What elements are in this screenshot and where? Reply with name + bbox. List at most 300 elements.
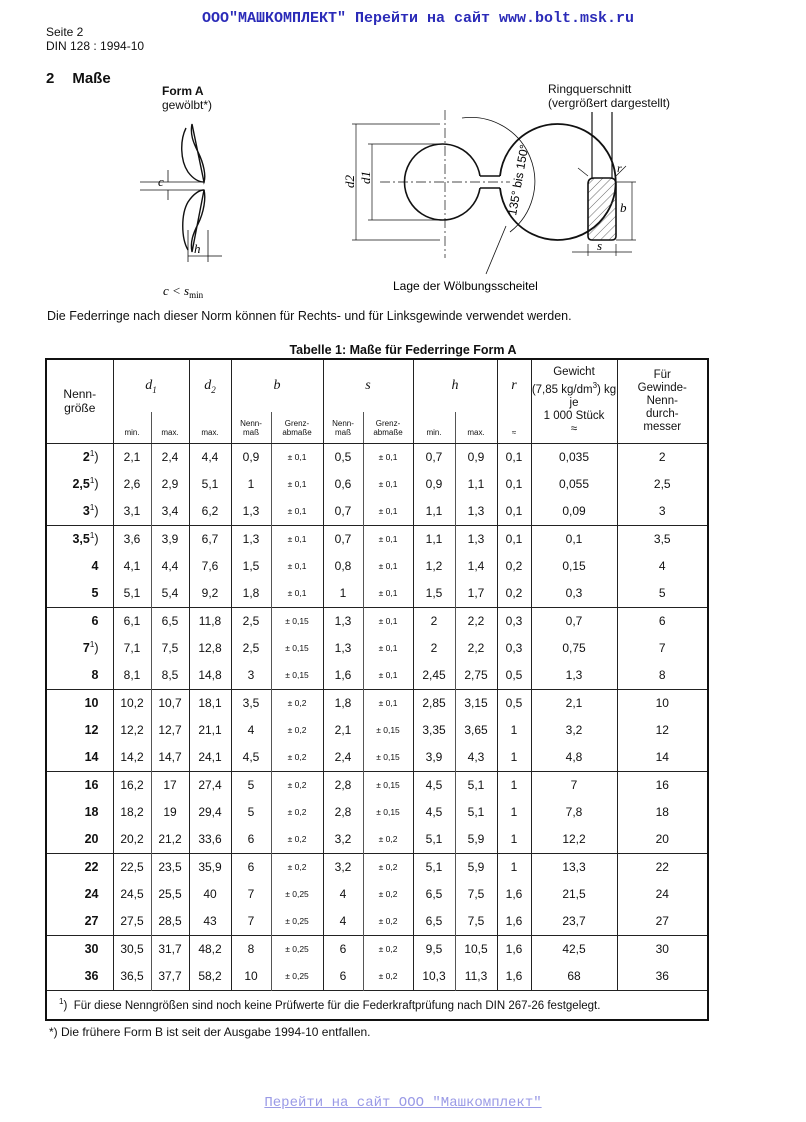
header-nenn: Nenn- größe <box>47 360 113 443</box>
cell-h-min: 9,5 <box>413 935 455 963</box>
table-row <box>47 908 707 936</box>
cell-r: 1 <box>497 744 531 772</box>
cell-b-tol: ± 0,2 <box>271 744 323 772</box>
cell-thread-diameter: 3 <box>617 498 707 526</box>
cell-s: 2,8 <box>323 799 363 826</box>
cell-b-tol: ± 0,1 <box>271 498 323 526</box>
table-row <box>47 935 707 963</box>
cell-weight: 0,035 <box>531 443 617 471</box>
intro-text: Die Federringe nach dieser Norm können für Rechts- und für Linksgewinde verwendet werden. <box>47 309 572 323</box>
cell-d2-max: 24,1 <box>189 744 231 772</box>
table-row <box>47 580 707 608</box>
footnote-marker: 1 <box>89 476 95 486</box>
cell-b-tol: ± 0,2 <box>271 689 323 717</box>
cell-d1-min: 3,1 <box>113 498 151 526</box>
cell-thread-diameter: 16 <box>617 771 707 799</box>
dimensions-table <box>47 360 707 1019</box>
table-row <box>47 525 707 553</box>
cell-weight: 12,2 <box>531 826 617 854</box>
header-gewicht-1: Gewicht <box>553 366 595 379</box>
header-b-grenz: Grenz- abmaße <box>271 412 323 443</box>
label-d1: d1 <box>358 171 373 184</box>
cell-s-tol: ± 0,1 <box>363 471 413 498</box>
cell-r: 1,6 <box>497 908 531 936</box>
header-h: h <box>413 360 497 412</box>
cell-nenngroesse <box>47 963 113 991</box>
side-view <box>140 124 222 262</box>
nenngroesse-value: 27 <box>84 914 99 928</box>
cell-r: 0,5 <box>497 689 531 717</box>
cell-h-max: 7,5 <box>455 881 497 908</box>
cell-h-max: 0,9 <box>455 443 497 471</box>
table-row <box>47 498 707 526</box>
cell-r: 1,6 <box>497 963 531 991</box>
cell-d2-max: 18,1 <box>189 689 231 717</box>
cell-weight: 4,8 <box>531 744 617 772</box>
page-number: Seite 2 <box>46 25 84 39</box>
angle-label: 135° bis 150° <box>505 143 532 217</box>
cell-s: 2,4 <box>323 744 363 772</box>
table-row <box>47 635 707 662</box>
cell-thread-diameter: 14 <box>617 744 707 772</box>
cell-thread-diameter: 5 <box>617 580 707 608</box>
site-link[interactable]: ООО"МАШКОМПЛЕКТ" Перейти на сайт www.bolt.msk.ru <box>201 10 635 27</box>
header-s-grenz: Grenz- abmaße <box>363 412 413 443</box>
cell-h-max: 3,15 <box>455 689 497 717</box>
cell-s: 4 <box>323 881 363 908</box>
cell-s-tol: ± 0,15 <box>363 744 413 772</box>
cell-d2-max: 58,2 <box>189 963 231 991</box>
cell-h-max: 5,9 <box>455 826 497 854</box>
cell-d1-min: 16,2 <box>113 771 151 799</box>
cell-d1-max: 7,5 <box>151 635 189 662</box>
nenngroesse-value: 30 <box>84 942 99 956</box>
cell-b-tol: ± 0,2 <box>271 853 323 881</box>
cell-thread-diameter: 2,5 <box>617 471 707 498</box>
cell-d1-max: 3,4 <box>151 498 189 526</box>
cell-s-tol: ± 0,1 <box>363 689 413 717</box>
cell-s: 6 <box>323 935 363 963</box>
footnote-marker: 1 <box>89 640 95 650</box>
cell-thread-diameter: 7 <box>617 635 707 662</box>
cell-b-tol: ± 0,2 <box>271 826 323 854</box>
table-footnote-paren: ) <box>63 999 68 1012</box>
cell-nenngroesse <box>47 662 113 690</box>
cell-s: 1,6 <box>323 662 363 690</box>
cell-b: 1,3 <box>231 525 271 553</box>
cell-h-min: 0,7 <box>413 443 455 471</box>
cell-b: 5 <box>231 771 271 799</box>
cell-d1-max: 3,9 <box>151 525 189 553</box>
cell-d1-min: 24,5 <box>113 881 151 908</box>
cell-d1-min: 5,1 <box>113 580 151 608</box>
cell-nenngroesse <box>47 744 113 772</box>
cell-d2-max: 12,8 <box>189 635 231 662</box>
cell-d1-max: 6,5 <box>151 607 189 635</box>
cell-thread-diameter: 2 <box>617 443 707 471</box>
cell-thread-diameter: 4 <box>617 553 707 580</box>
cell-nenngroesse <box>47 799 113 826</box>
table-row <box>47 744 707 772</box>
cell-h-max: 5,9 <box>455 853 497 881</box>
header-gewicht <box>531 360 617 443</box>
nenngroesse-value: 5 <box>91 586 99 600</box>
cell-thread-diameter: 24 <box>617 881 707 908</box>
cell-b: 4,5 <box>231 744 271 772</box>
cell-s: 0,8 <box>323 553 363 580</box>
footnote-marker-paren: ) <box>94 450 99 465</box>
bottom-site-link[interactable]: Перейти на сайт ООО "Машкомплект" <box>264 1095 542 1111</box>
cell-weight: 23,7 <box>531 908 617 936</box>
footnote-marker-paren: ) <box>94 504 99 519</box>
cell-nenngroesse <box>47 471 113 498</box>
cell-d1-min: 2,1 <box>113 443 151 471</box>
cell-b-tol: ± 0,2 <box>271 771 323 799</box>
cell-d1-max: 2,4 <box>151 443 189 471</box>
cell-d1-min: 6,1 <box>113 607 151 635</box>
footnote-marker-paren: ) <box>94 532 99 547</box>
cell-d1-max: 37,7 <box>151 963 189 991</box>
table-row <box>47 607 707 635</box>
cell-h-max: 10,5 <box>455 935 497 963</box>
cell-r: 1,6 <box>497 881 531 908</box>
nenngroesse-value: 18 <box>84 805 99 819</box>
cell-nenngroesse <box>47 908 113 936</box>
cell-s: 1,8 <box>323 689 363 717</box>
cell-b: 5 <box>231 799 271 826</box>
nenngroesse-value: 14 <box>84 750 99 764</box>
table-body <box>47 443 707 990</box>
cell-r: 1 <box>497 853 531 881</box>
nenngroesse-value: 4 <box>91 559 99 573</box>
cell-weight: 7 <box>531 771 617 799</box>
cell-weight: 68 <box>531 963 617 991</box>
cell-d1-min: 36,5 <box>113 963 151 991</box>
cell-d2-max: 27,4 <box>189 771 231 799</box>
cell-s: 2,1 <box>323 717 363 744</box>
cell-thread-diameter: 3,5 <box>617 525 707 553</box>
cell-s: 3,2 <box>323 826 363 854</box>
cell-d2-max: 6,7 <box>189 525 231 553</box>
cell-d1-max: 14,7 <box>151 744 189 772</box>
cell-h-max: 1,3 <box>455 525 497 553</box>
header-d1-min: min. <box>113 412 151 443</box>
cell-b-tol: ± 0,15 <box>271 635 323 662</box>
cell-s: 1 <box>323 580 363 608</box>
cell-r: 0,1 <box>497 471 531 498</box>
cell-nenngroesse <box>47 826 113 854</box>
footnote-form-b: *) Die frühere Form B ist seit der Ausgabe 1994-10 entfallen. <box>49 1025 371 1039</box>
cell-s: 1,3 <box>323 635 363 662</box>
condition-formula <box>163 283 204 300</box>
cell-b: 2,5 <box>231 607 271 635</box>
cell-d1-max: 12,7 <box>151 717 189 744</box>
cell-nenngroesse <box>47 717 113 744</box>
nenngroesse-value: 22 <box>84 860 99 874</box>
nenngroesse-value: 10 <box>84 696 99 710</box>
cell-d1-max: 5,4 <box>151 580 189 608</box>
cell-s-tol: ± 0,1 <box>363 525 413 553</box>
cell-b-tol: ± 0,2 <box>271 717 323 744</box>
cell-b: 2,5 <box>231 635 271 662</box>
cell-b: 3 <box>231 662 271 690</box>
nenngroesse-value: 24 <box>84 887 99 901</box>
cell-h-max: 2,2 <box>455 607 497 635</box>
cell-s-tol: ± 0,1 <box>363 443 413 471</box>
header-h-min: min. <box>413 412 455 443</box>
header-d1-max: max. <box>151 412 189 443</box>
cell-s: 0,5 <box>323 443 363 471</box>
cell-s-tol: ± 0,15 <box>363 717 413 744</box>
nenngroesse-value: 3,5 <box>72 532 90 547</box>
cell-thread-diameter: 10 <box>617 689 707 717</box>
header-d2 <box>189 360 231 412</box>
table-footnote-text: Für diese Nenngrößen sind noch keine Prüfwerte für die Federkraftprüfung nach DIN 267-26 festgelegt. <box>73 999 601 1012</box>
cell-d1-min: 22,5 <box>113 853 151 881</box>
cell-r: 1 <box>497 771 531 799</box>
table-row <box>47 443 707 471</box>
nenngroesse-value: 2,5 <box>72 477 90 492</box>
cell-b-tol: ± 0,15 <box>271 607 323 635</box>
cell-b: 6 <box>231 826 271 854</box>
table-footnote-mark: 1 <box>59 997 64 1007</box>
cell-b-tol: ± 0,1 <box>271 471 323 498</box>
cell-d1-min: 30,5 <box>113 935 151 963</box>
cell-h-min: 10,3 <box>413 963 455 991</box>
cell-weight: 7,8 <box>531 799 617 826</box>
cell-weight: 3,2 <box>531 717 617 744</box>
cell-h-max: 1,4 <box>455 553 497 580</box>
form-label: Form A <box>162 84 204 98</box>
header-gewicht-4: 1 000 Stück <box>543 410 605 423</box>
cell-h-min: 3,9 <box>413 744 455 772</box>
nenngroesse-value: 36 <box>84 969 99 983</box>
cell-d1-max: 17 <box>151 771 189 799</box>
cell-thread-diameter: 27 <box>617 908 707 936</box>
table-row <box>47 853 707 881</box>
cell-weight: 13,3 <box>531 853 617 881</box>
cell-d2-max: 35,9 <box>189 853 231 881</box>
header-gewicht-approx: ≈ <box>570 423 578 436</box>
cell-d1-min: 3,6 <box>113 525 151 553</box>
header-gewicht-2: (7,85 kg/dm <box>531 384 593 397</box>
header-d1-symbol: d <box>145 377 153 393</box>
cell-s-tol: ± 0,15 <box>363 799 413 826</box>
cell-s: 1,3 <box>323 607 363 635</box>
footnote-marker: 1 <box>89 503 95 513</box>
cell-r: 1 <box>497 826 531 854</box>
cell-b: 7 <box>231 908 271 936</box>
nenngroesse-value: 20 <box>84 832 99 846</box>
header-b: b <box>231 360 323 412</box>
cell-s: 3,2 <box>323 853 363 881</box>
cell-d2-max: 48,2 <box>189 935 231 963</box>
cell-s-tol: ± 0,1 <box>363 553 413 580</box>
cell-d1-max: 19 <box>151 799 189 826</box>
cell-weight: 42,5 <box>531 935 617 963</box>
section-title: Maße <box>72 70 111 87</box>
cell-thread-diameter: 22 <box>617 853 707 881</box>
footnote-marker: 1 <box>89 531 95 541</box>
nenngroesse-value: 8 <box>91 668 99 682</box>
cell-h-min: 0,9 <box>413 471 455 498</box>
cell-d1-min: 18,2 <box>113 799 151 826</box>
cell-b: 1,5 <box>231 553 271 580</box>
cell-s-tol: ± 0,2 <box>363 908 413 936</box>
cell-b-tol: ± 0,15 <box>271 662 323 690</box>
nenngroesse-value: 2 <box>82 450 90 465</box>
cell-h-max: 2,2 <box>455 635 497 662</box>
nenngroesse-value: 16 <box>84 778 99 792</box>
cell-d2-max: 21,1 <box>189 717 231 744</box>
header-r-approx: ≈ <box>497 412 531 443</box>
header-gewicht-sup: 3 <box>592 381 598 391</box>
cell-h-min: 1,5 <box>413 580 455 608</box>
cell-d2-max: 4,4 <box>189 443 231 471</box>
cell-d1-max: 10,7 <box>151 689 189 717</box>
label-r: r <box>617 161 622 175</box>
cell-h-max: 2,75 <box>455 662 497 690</box>
standard-id: DIN 128 : 1994-10 <box>46 39 145 53</box>
cell-nenngroesse <box>47 443 113 471</box>
label-s: s <box>597 238 603 253</box>
cell-nenngroesse <box>47 607 113 635</box>
condition-sub: min <box>189 290 204 300</box>
cell-d1-max: 2,9 <box>151 471 189 498</box>
cell-d2-max: 33,6 <box>189 826 231 854</box>
form-note: gewölbt*) <box>162 98 213 112</box>
cell-d1-max: 21,2 <box>151 826 189 854</box>
nenngroesse-value: 7 <box>82 641 90 656</box>
cell-h-max: 11,3 <box>455 963 497 991</box>
cell-s-tol: ± 0,1 <box>363 607 413 635</box>
cell-d1-max: 28,5 <box>151 908 189 936</box>
cell-b-tol: ± 0,1 <box>271 580 323 608</box>
header-s-nenn: Nenn- maß <box>323 412 363 443</box>
cell-h-max: 3,65 <box>455 717 497 744</box>
cell-b-tol: ± 0,25 <box>271 963 323 991</box>
washer-drawing <box>0 0 806 330</box>
cell-weight: 1,3 <box>531 662 617 690</box>
section-number: 2 <box>46 70 55 87</box>
cell-s-tol: ± 0,2 <box>363 826 413 854</box>
footnote-marker: 1 <box>89 449 95 459</box>
cell-b: 4 <box>231 717 271 744</box>
cell-h-min: 5,1 <box>413 826 455 854</box>
cell-h-max: 5,1 <box>455 799 497 826</box>
label-d2: d2 <box>342 175 357 188</box>
cell-s-tol: ± 0,1 <box>363 662 413 690</box>
cell-r: 0,1 <box>497 443 531 471</box>
cell-r: 0,1 <box>497 498 531 526</box>
cell-h-min: 2 <box>413 635 455 662</box>
table-row <box>47 553 707 580</box>
cell-h-max: 1,7 <box>455 580 497 608</box>
cell-r: 0,3 <box>497 635 531 662</box>
cell-d1-min: 2,6 <box>113 471 151 498</box>
cell-d2-max: 9,2 <box>189 580 231 608</box>
cell-s-tol: ± 0,1 <box>363 498 413 526</box>
header-d1-sub: 1 <box>152 384 157 395</box>
cell-d1-min: 12,2 <box>113 717 151 744</box>
header-d2-sub: 2 <box>211 384 216 395</box>
cell-weight: 0,3 <box>531 580 617 608</box>
cell-nenngroesse <box>47 580 113 608</box>
cell-d1-min: 10,2 <box>113 689 151 717</box>
ring-view <box>352 110 616 274</box>
header-d1 <box>113 360 189 412</box>
cell-d1-max: 31,7 <box>151 935 189 963</box>
cell-d2-max: 43 <box>189 908 231 936</box>
cell-h-max: 7,5 <box>455 908 497 936</box>
cell-nenngroesse <box>47 525 113 553</box>
cell-r: 1 <box>497 717 531 744</box>
cell-h-min: 1,1 <box>413 525 455 553</box>
cell-s-tol: ± 0,2 <box>363 963 413 991</box>
cell-h-max: 4,3 <box>455 744 497 772</box>
cell-d2-max: 14,8 <box>189 662 231 690</box>
apex-label: Lage der Wölbungsscheitel <box>393 279 538 293</box>
cell-r: 1 <box>497 799 531 826</box>
cell-thread-diameter: 30 <box>617 935 707 963</box>
cell-h-min: 1,1 <box>413 498 455 526</box>
table-row <box>47 963 707 991</box>
cell-r: 0,1 <box>497 525 531 553</box>
cell-s: 0,7 <box>323 525 363 553</box>
cell-b: 1,3 <box>231 498 271 526</box>
cell-d1-min: 27,5 <box>113 908 151 936</box>
cell-d2-max: 40 <box>189 881 231 908</box>
label-h: h <box>194 241 201 256</box>
footnote-marker-paren: ) <box>94 641 99 656</box>
label-b: b <box>620 200 627 215</box>
cell-d1-min: 4,1 <box>113 553 151 580</box>
cell-s-tol: ± 0,2 <box>363 881 413 908</box>
cell-h-min: 2,45 <box>413 662 455 690</box>
header-s: s <box>323 360 413 412</box>
cell-s: 0,7 <box>323 498 363 526</box>
cell-d2-max: 6,2 <box>189 498 231 526</box>
table-row <box>47 717 707 744</box>
cell-nenngroesse <box>47 498 113 526</box>
cell-h-max: 5,1 <box>455 771 497 799</box>
cell-thread-diameter: 12 <box>617 717 707 744</box>
header-d2-max: max. <box>189 412 231 443</box>
cell-d1-min: 20,2 <box>113 826 151 854</box>
header-r: r <box>497 360 531 412</box>
nenngroesse-value: 6 <box>91 614 99 628</box>
table-row <box>47 771 707 799</box>
cell-thread-diameter: 18 <box>617 799 707 826</box>
cell-b-tol: ± 0,25 <box>271 935 323 963</box>
cell-weight: 0,7 <box>531 607 617 635</box>
cell-r: 0,2 <box>497 580 531 608</box>
cell-b-tol: ± 0,1 <box>271 553 323 580</box>
cell-b: 7 <box>231 881 271 908</box>
cell-h-min: 2,85 <box>413 689 455 717</box>
cell-d1-max: 8,5 <box>151 662 189 690</box>
ring-title: Ringquerschnitt <box>548 82 632 96</box>
cell-weight: 0,055 <box>531 471 617 498</box>
cell-h-min: 1,2 <box>413 553 455 580</box>
cell-d2-max: 11,8 <box>189 607 231 635</box>
side-view-upper <box>182 124 205 182</box>
cell-weight: 0,15 <box>531 553 617 580</box>
cell-r: 0,5 <box>497 662 531 690</box>
cell-b: 1,8 <box>231 580 271 608</box>
cell-s-tol: ± 0,2 <box>363 935 413 963</box>
cell-r: 1,6 <box>497 935 531 963</box>
